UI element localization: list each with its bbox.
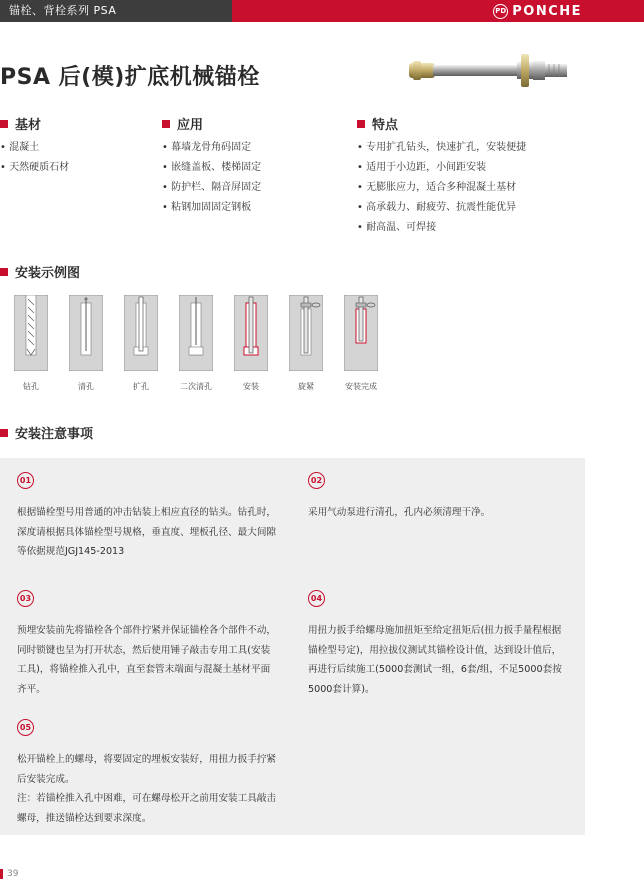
list-item: • 无膨胀应力，适合多种混凝土基材 — [357, 178, 526, 198]
square-bullet-icon — [162, 120, 170, 128]
note-04 — [308, 590, 570, 699]
square-bullet-icon — [357, 120, 365, 128]
note-02 — [308, 472, 570, 523]
list-item: • 天然硬质石材 — [0, 158, 69, 178]
logo-text: PONCHE — [512, 3, 582, 19]
step-second-cleaning-figure — [179, 295, 213, 371]
list-item: • 混凝土 — [0, 138, 69, 158]
install-notes-panel — [0, 458, 585, 835]
circle-number-icon: 04 — [308, 590, 325, 607]
features-list — [357, 138, 526, 238]
list-item: • 专用扩孔钻头，快速扩孔，安装便捷 — [357, 138, 526, 158]
circle-number-icon: 03 — [17, 590, 34, 607]
step-label: 扩孔 — [133, 382, 149, 391]
note-text: 预埋安装前先将锚栓各个部件拧紧并保证锚栓各个部件不动，同时锁键也呈为打开状态，然后使用锤子敲击专用工具(安装工具)，将锚栓推入孔中，直至套管末端面与混凝土基材平面齐平。 — [17, 625, 277, 695]
step-label: 旋紧 — [298, 382, 314, 391]
step-label: 二次清孔 — [180, 382, 212, 391]
list-item: • 嵌缝盖板、楼梯固定 — [162, 158, 261, 178]
application-list — [162, 138, 261, 218]
page-header — [0, 0, 644, 22]
base-material-list — [0, 138, 69, 178]
circle-number-icon: 05 — [17, 719, 34, 736]
step-label: 安装完成 — [345, 382, 377, 391]
section-heading-install-notes: 安装注意事项 — [0, 423, 93, 442]
list-item: • 粘钢加固固定钢板 — [162, 198, 261, 218]
list-item: • 适用于小边距，小间距安装 — [357, 158, 526, 178]
note-text: 采用气动泵进行清孔，孔内必须清理干净。 — [308, 507, 491, 518]
step-label: 钻孔 — [23, 382, 39, 391]
square-bullet-icon — [0, 429, 8, 437]
step-cleaning-figure — [69, 295, 103, 371]
note-text: 根据锚栓型号用普通的冲击钻装上相应直径的钻头。钻孔时，深度请根据具体锚栓型号规格，垂直度、埋板孔径、最大间隙等依据规范JGJ145-2013 — [17, 507, 277, 557]
note-03 — [17, 590, 279, 699]
page-title: PSA 后(模)扩底机械锚栓 — [0, 65, 260, 90]
anchor-bolt-image — [405, 48, 571, 94]
install-diagram — [8, 295, 377, 395]
step-reaming-figure — [124, 295, 158, 371]
step-label: 安装 — [243, 382, 259, 391]
section-heading-base-material: 基材 — [0, 114, 41, 133]
list-item: • 高承载力、耐疲劳、抗震性能优异 — [357, 198, 526, 218]
step-complete-figure — [344, 295, 378, 371]
step-label: 清孔 — [78, 382, 94, 391]
square-bullet-icon — [0, 268, 8, 276]
note-text: 用扭力扳手给螺母施加扭矩至给定扭矩后(扭力扳手量程根据锚栓型号定)，用拉拔仪测试其锚栓设计值，达到设计值后，再进行后续施工(5000套测试一组，6套/组，不足5000套按5000套计算)。 — [308, 625, 562, 695]
step-tightening-figure — [289, 295, 323, 371]
list-item: • 耐高温、可焊接 — [357, 218, 526, 238]
page-number: 39 — [0, 869, 18, 879]
section-heading-install-example: 安装示例图 — [0, 262, 80, 281]
note-text: 松开锚栓上的螺母，将要固定的埋板安装好，用扭力扳手拧紧后安装完成。 注：若锚栓推入孔中困难，可在螺母松开之前用安装工具敲击螺母，推送锚栓达到要求深度。 — [17, 754, 277, 824]
list-item: • 防护栏、隔音屏固定 — [162, 178, 261, 198]
brand-bar — [232, 0, 644, 22]
step-installation-figure — [234, 295, 268, 371]
brand-logo — [493, 4, 582, 19]
series-label: 锚栓、背栓系列 PSA — [0, 0, 232, 22]
square-bullet-icon — [0, 120, 8, 128]
note-01 — [17, 472, 279, 562]
circle-number-icon: 01 — [17, 472, 34, 489]
step-drilling-figure — [14, 295, 48, 371]
note-05 — [17, 719, 279, 828]
section-heading-features: 特点 — [357, 114, 398, 133]
circle-number-icon: 02 — [308, 472, 325, 489]
list-item: • 幕墙龙骨角码固定 — [162, 138, 261, 158]
page-marker-icon — [0, 869, 3, 879]
logo-mark-icon: PD — [493, 4, 508, 19]
section-heading-application: 应用 — [162, 114, 203, 133]
